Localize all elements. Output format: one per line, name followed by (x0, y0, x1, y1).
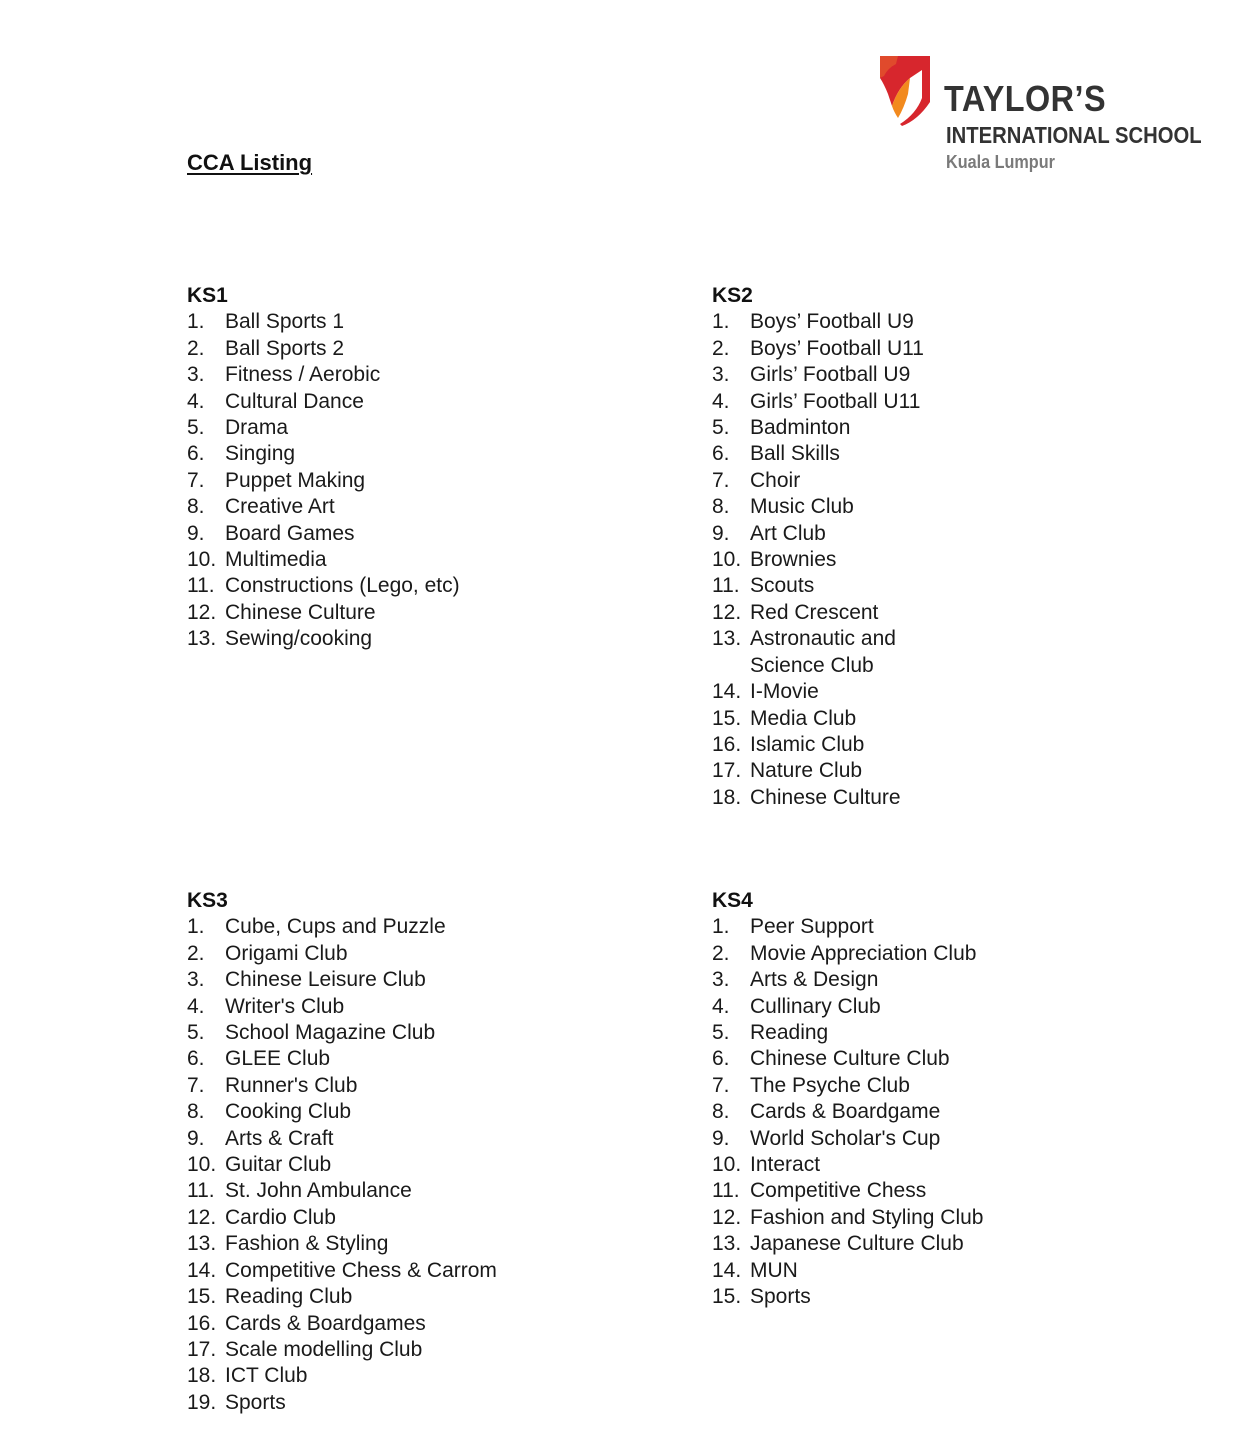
list-item-label: Chinese Leisure Club (225, 968, 426, 992)
list-item (712, 309, 942, 335)
list-item-label: Music Club (750, 495, 854, 519)
cca-list (187, 914, 647, 1416)
list-item (712, 626, 942, 679)
list-item (187, 521, 647, 547)
list-item-label: Astronautic and Science Club (750, 627, 896, 677)
list-item-number: 6. (712, 442, 730, 466)
list-item (712, 732, 942, 758)
list-item-label: Constructions (Lego, etc) (225, 574, 460, 598)
list-item-number: 8. (712, 495, 730, 519)
list-item-label: Board Games (225, 521, 355, 545)
list-item (187, 1152, 647, 1178)
list-item-label: School Magazine Club (225, 1021, 436, 1045)
list-item-number: 2. (187, 941, 205, 965)
list-item-number: 7. (187, 1073, 205, 1097)
list-item-number: 5. (187, 1021, 205, 1045)
list-item-label: Reading (750, 1021, 829, 1045)
list-item-number: 15. (187, 1285, 217, 1309)
list-item (712, 1152, 1172, 1178)
list-item (187, 1311, 647, 1337)
list-item-label: World Scholar's Cup (750, 1126, 941, 1150)
list-item-label: Interact (750, 1153, 821, 1177)
list-item-number: 3. (712, 968, 730, 992)
list-item-number: 17. (712, 759, 742, 783)
list-item-label: Boys’ Football U11 (750, 336, 924, 360)
list-item (187, 1390, 647, 1416)
list-item-label: Cooking Club (225, 1100, 352, 1124)
list-item-label: Multimedia (225, 548, 327, 572)
section-ks1 (187, 283, 647, 653)
list-item-label: Fashion & Styling (225, 1232, 389, 1256)
list-item-label: Badminton (750, 416, 851, 440)
school-logo (878, 54, 1202, 184)
list-item (187, 967, 647, 993)
list-item (712, 758, 942, 784)
list-item-number: 1. (712, 310, 730, 334)
list-item-label: Cube, Cups and Puzzle (225, 915, 446, 939)
list-item-label: Cards & Boardgame (750, 1100, 941, 1124)
list-item-number: 11. (187, 574, 215, 598)
list-item-number: 7. (712, 468, 730, 492)
list-item (187, 1073, 647, 1099)
list-item (712, 967, 1172, 993)
list-item-number: 10. (187, 548, 217, 572)
list-item (712, 441, 942, 467)
list-item-number: 2. (187, 336, 205, 360)
list-item-label: Art Club (750, 521, 826, 545)
list-item-number: 16. (712, 732, 742, 756)
list-item-number: 6. (187, 442, 205, 466)
list-item-number: 6. (712, 1047, 730, 1071)
list-item (187, 573, 647, 599)
list-item-number: 9. (712, 1126, 730, 1150)
list-item-label: Cultural Dance (225, 389, 364, 413)
list-item-label: GLEE Club (225, 1047, 331, 1071)
section-heading: KS1 (187, 284, 228, 307)
list-item (187, 1363, 647, 1389)
list-item (187, 1205, 647, 1231)
list-item (187, 600, 647, 626)
list-item (712, 415, 942, 441)
list-item-label: Singing (225, 442, 296, 466)
section-ks3 (187, 888, 647, 1416)
list-item-number: 4. (187, 389, 205, 413)
list-item-label: Runner's Club (225, 1073, 358, 1097)
list-item (712, 706, 942, 732)
list-item-number: 11. (187, 1179, 215, 1203)
list-item (712, 1284, 1172, 1310)
section-heading: KS2 (712, 284, 753, 307)
list-item (712, 914, 1172, 940)
list-item (187, 1178, 647, 1204)
list-item-label: The Psyche Club (750, 1073, 910, 1097)
list-item (712, 1258, 1172, 1284)
list-item (712, 1178, 1172, 1204)
list-item (712, 547, 942, 573)
cca-list (187, 309, 647, 652)
list-item-label: Peer Support (750, 915, 874, 939)
list-item (712, 1046, 1172, 1072)
list-item (187, 1284, 647, 1310)
list-item-number: 10. (187, 1153, 217, 1177)
list-item-number: 14. (712, 680, 742, 704)
list-item-number: 9. (712, 521, 730, 545)
list-item-number: 14. (187, 1258, 217, 1282)
list-item-number: 13. (712, 627, 742, 651)
list-item (187, 914, 647, 940)
list-item (187, 994, 647, 1020)
list-item-number: 19. (187, 1390, 217, 1414)
list-item-label: Fashion and Styling Club (750, 1205, 984, 1229)
list-item-label: Red Crescent (750, 600, 879, 624)
list-item-label: Writer's Club (225, 994, 345, 1018)
list-item (712, 994, 1172, 1020)
list-item-label: Girls’ Football U11 (750, 389, 921, 413)
list-item-number: 1. (712, 915, 730, 939)
list-item (187, 1099, 647, 1125)
list-item-number: 5. (712, 1021, 730, 1045)
list-item (187, 1126, 647, 1152)
logo-school-subtitle: INTERNATIONAL SCHOOL (946, 122, 1202, 148)
list-item-label: I-Movie (750, 680, 819, 704)
list-item (712, 494, 942, 520)
list-item (712, 1205, 1172, 1231)
list-item-number: 12. (187, 600, 217, 624)
list-item-number: 10. (712, 1153, 742, 1177)
list-item (187, 309, 647, 335)
list-item-label: Choir (750, 468, 801, 492)
list-item (187, 336, 647, 362)
list-item (187, 547, 647, 573)
list-item (712, 468, 942, 494)
list-item (712, 336, 942, 362)
list-item-label: MUN (750, 1258, 798, 1282)
list-item-number: 6. (187, 1047, 205, 1071)
list-item-number: 18. (712, 785, 742, 809)
list-item-label: ICT Club (225, 1364, 308, 1388)
list-item-label: Arts & Craft (225, 1126, 334, 1150)
logo-school-city: Kuala Lumpur (946, 152, 1055, 172)
list-item (187, 494, 647, 520)
list-item (187, 1258, 647, 1284)
section-ks4 (712, 888, 1172, 1311)
list-item-label: Origami Club (225, 941, 348, 965)
list-item (187, 941, 647, 967)
list-item (712, 389, 942, 415)
list-item-label: Sewing/cooking (225, 627, 373, 651)
list-item-label: Ball Sports 1 (225, 310, 345, 334)
list-item-number: 1. (187, 310, 205, 334)
list-item-number: 17. (187, 1337, 217, 1361)
section-heading: KS3 (187, 889, 228, 912)
list-item (712, 785, 942, 811)
list-item-number: 13. (187, 627, 217, 651)
list-item-number: 1. (187, 915, 205, 939)
list-item-number: 14. (712, 1258, 742, 1282)
list-item-number: 5. (187, 416, 205, 440)
list-item-number: 11. (712, 574, 740, 598)
list-item-number: 11. (712, 1179, 740, 1203)
list-item-number: 3. (187, 363, 205, 387)
list-item-label: St. John Ambulance (225, 1179, 412, 1203)
list-item-label: Competitive Chess & Carrom (225, 1258, 497, 1282)
list-item-label: Puppet Making (225, 468, 366, 492)
list-item-label: Nature Club (750, 759, 863, 783)
list-item-label: Fitness / Aerobic (225, 363, 381, 387)
list-item-number: 7. (187, 468, 205, 492)
list-item-number: 15. (712, 706, 742, 730)
list-item-label: Cardio Club (225, 1205, 336, 1229)
list-item-number: 3. (712, 363, 730, 387)
list-item-number: 3. (187, 968, 205, 992)
list-item-label: Chinese Culture Club (750, 1047, 950, 1071)
list-item (712, 1073, 1172, 1099)
list-item-label: Sports (750, 1285, 811, 1309)
list-item (187, 1231, 647, 1257)
list-item (187, 362, 647, 388)
list-item-number: 2. (712, 336, 730, 360)
list-item (712, 1126, 1172, 1152)
section-ks2 (712, 283, 942, 811)
list-item-label: Competitive Chess (750, 1179, 927, 1203)
list-item-number: 12. (712, 600, 742, 624)
list-item (712, 1231, 1172, 1257)
list-item-label: Chinese Culture (750, 785, 901, 809)
list-item-label: Creative Art (225, 495, 335, 519)
list-item-label: Cullinary Club (750, 994, 881, 1018)
list-item-label: Reading Club (225, 1285, 353, 1309)
list-item-label: Girls’ Football U9 (750, 363, 911, 387)
list-item-number: 9. (187, 1126, 205, 1150)
list-item (712, 679, 942, 705)
list-item-number: 7. (712, 1073, 730, 1097)
list-item-number: 4. (712, 389, 730, 413)
list-item (712, 1099, 1172, 1125)
list-item-number: 12. (187, 1205, 217, 1229)
list-item-number: 4. (712, 994, 730, 1018)
document-title: CCA Listing (187, 150, 313, 175)
list-item (712, 573, 942, 599)
list-item-label: Movie Appreciation Club (750, 941, 977, 965)
list-item-number: 16. (187, 1311, 217, 1335)
list-item (712, 362, 942, 388)
list-item-label: Boys’ Football U9 (750, 310, 914, 334)
list-item-label: Ball Sports 2 (225, 336, 345, 360)
list-item (187, 415, 647, 441)
list-item-number: 15. (712, 1285, 742, 1309)
list-item (187, 1046, 647, 1072)
list-item-label: Scale modelling Club (225, 1337, 423, 1361)
list-item-number: 13. (712, 1232, 742, 1256)
list-item-number: 8. (187, 495, 205, 519)
list-item (187, 1337, 647, 1363)
list-item-label: Guitar Club (225, 1153, 332, 1177)
list-item (712, 1020, 1172, 1046)
list-item-label: Scouts (750, 574, 815, 598)
list-item (187, 468, 647, 494)
list-item-label: Chinese Culture (225, 600, 376, 624)
list-item-label: Japanese Culture Club (750, 1232, 964, 1256)
list-item-number: 10. (712, 548, 742, 572)
list-item-number: 18. (187, 1364, 217, 1388)
list-item-number: 5. (712, 416, 730, 440)
list-item (187, 1020, 647, 1046)
list-item-label: Cards & Boardgames (225, 1311, 426, 1335)
list-item-number: 9. (187, 521, 205, 545)
list-item-number: 8. (712, 1100, 730, 1124)
list-item (712, 521, 942, 547)
list-item-label: Brownies (750, 548, 837, 572)
logo-school-name: TAYLOR’S (944, 78, 1107, 119)
list-item (712, 600, 942, 626)
list-item-label: Media Club (750, 706, 857, 730)
list-item-number: 4. (187, 994, 205, 1018)
list-item-number: 13. (187, 1232, 217, 1256)
shield-logo-icon (878, 54, 934, 130)
section-heading: KS4 (712, 889, 753, 912)
list-item-label: Drama (225, 416, 289, 440)
list-item-label: Islamic Club (750, 732, 865, 756)
cca-list (712, 914, 1172, 1310)
list-item (712, 941, 1172, 967)
cca-list (712, 309, 942, 811)
list-item-number: 12. (712, 1205, 742, 1229)
list-item-number: 8. (187, 1100, 205, 1124)
list-item (187, 626, 647, 652)
list-item-label: Ball Skills (750, 442, 840, 466)
list-item-number: 2. (712, 941, 730, 965)
list-item-label: Sports (225, 1390, 286, 1414)
list-item (187, 389, 647, 415)
list-item-label: Arts & Design (750, 968, 879, 992)
list-item (187, 441, 647, 467)
